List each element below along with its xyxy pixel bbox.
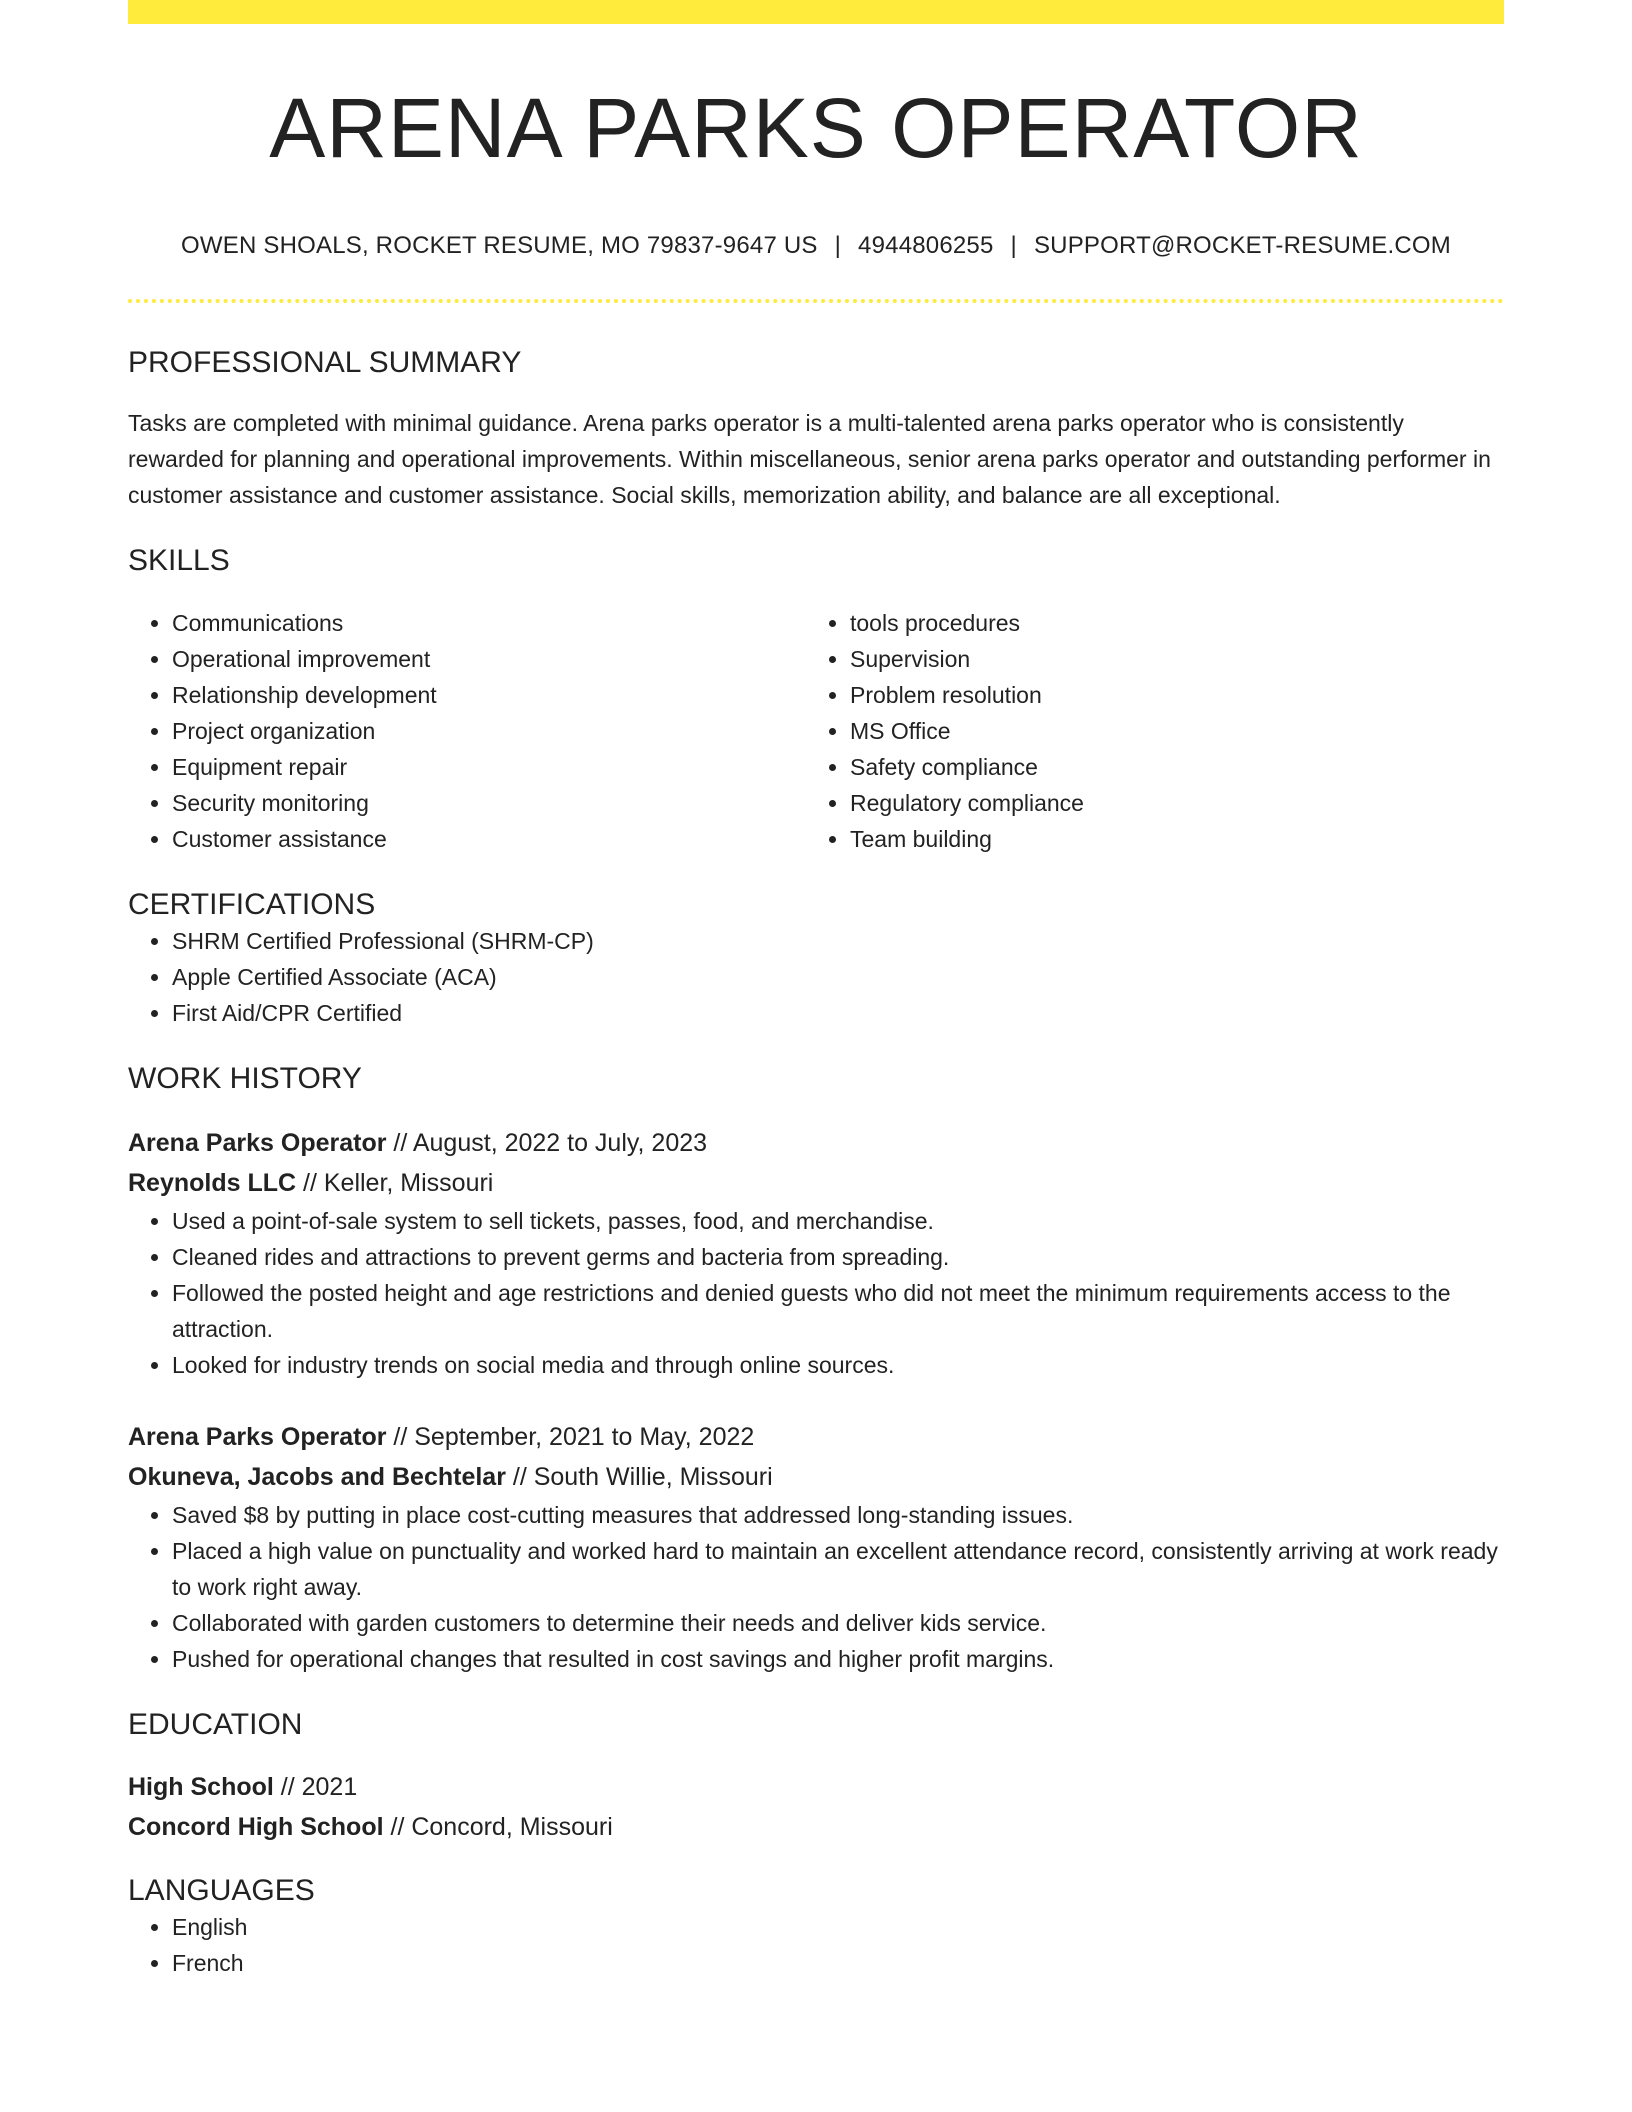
job-bullets [128, 1203, 1504, 1383]
certification-item: • First Aid/CPR Certified [172, 995, 1504, 1031]
accent-top-bar [128, 0, 1504, 24]
skill-item: • Customer assistance [172, 821, 806, 857]
job-bullet: • Placed a high value on punctuality and worked hard to maintain an excellent attendance record, consistently arriving at work ready to work right away. [172, 1533, 1504, 1605]
certification-item: • SHRM Certified Professional (SHRM-CP) [172, 923, 1504, 959]
dotted-divider [128, 299, 1504, 303]
skill-item: • Project organization [172, 713, 806, 749]
education-degree: High School [128, 1773, 274, 1802]
job-title-line [128, 1417, 1504, 1457]
job-company: Okuneva, Jacobs and Bechtelar [128, 1463, 506, 1492]
job-role: Arena Parks Operator [128, 1423, 387, 1452]
job-bullet: • Followed the posted height and age restrictions and denied guests who did not meet the minimum requirements access to the attraction. [172, 1275, 1504, 1347]
skill-item: • Equipment repair [172, 749, 806, 785]
skill-item: • Problem resolution [850, 677, 1484, 713]
skill-item: • Relationship development [172, 677, 806, 713]
skills-list-right [806, 605, 1484, 857]
contact-separator: | [1010, 232, 1017, 260]
job-location: // South Willie, Missouri [505, 1463, 773, 1492]
job-bullet: • Collaborated with garden customers to determine their needs and deliver kids service. [172, 1605, 1504, 1641]
languages-list [128, 1909, 1504, 1981]
job-title-line [128, 1123, 1504, 1163]
skills-column-left [128, 605, 806, 857]
job-company-line [128, 1457, 1504, 1497]
skill-item: • Safety compliance [850, 749, 1484, 785]
job-bullet: • Used a point-of-sale system to sell tickets, passes, food, and merchandise. [172, 1203, 1504, 1239]
certification-item: • Apple Certified Associate (ACA) [172, 959, 1504, 995]
contact-phone: 4944806255 [858, 232, 994, 260]
skill-item: • Communications [172, 605, 806, 641]
job-bullet: • Cleaned rides and attractions to prevent germs and bacteria from spreading. [172, 1239, 1504, 1275]
contact-line [128, 232, 1504, 261]
skills-columns [128, 605, 1504, 857]
summary-heading: PROFESSIONAL SUMMARY [128, 346, 522, 380]
education-location: // Concord, Missouri [383, 1813, 613, 1842]
skill-item: • tools procedures [850, 605, 1484, 641]
contact-address: OWEN SHOALS, ROCKET RESUME, MO 79837-9647 US [181, 232, 818, 260]
language-item: • English [172, 1909, 1504, 1945]
education-degree-line [128, 1767, 1504, 1807]
languages-heading: LANGUAGES [128, 1874, 315, 1908]
skill-item: • Security monitoring [172, 785, 806, 821]
skill-item: • Operational improvement [172, 641, 806, 677]
skill-item: • MS Office [850, 713, 1484, 749]
job-bullet: • Saved $8 by putting in place cost-cutting measures that addressed long-standing issues. [172, 1497, 1504, 1533]
education-year: // 2021 [273, 1773, 358, 1802]
job-company: Reynolds LLC [128, 1169, 297, 1198]
education-school-line [128, 1807, 1504, 1847]
skills-list-left [128, 605, 806, 857]
job-dates: // September, 2021 to May, 2022 [386, 1423, 755, 1452]
skills-heading: SKILLS [128, 544, 230, 578]
education-school: Concord High School [128, 1813, 384, 1842]
job-location: // Keller, Missouri [296, 1169, 494, 1198]
skill-item: • Supervision [850, 641, 1484, 677]
contact-separator: | [834, 232, 842, 260]
language-item: • French [172, 1945, 1504, 1981]
summary-text: Tasks are completed with minimal guidance. Arena parks operator is a multi-talented arena parks operator who is consistently rewarded for planning and operational improvements. Within miscellaneous, senior arena parks operator and outstanding performer in customer assistance and customer assistance. Social skills, memorization ability, and balance are all exceptional. [128, 410, 1491, 509]
skill-item: • Team building [850, 821, 1484, 857]
skill-item: • Regulatory compliance [850, 785, 1484, 821]
job-company-line [128, 1163, 1504, 1203]
contact-email: SUPPORT@ROCKET-RESUME.COM [1033, 232, 1451, 260]
job-bullet: • Looked for industry trends on social media and through online sources. [172, 1347, 1504, 1383]
job-bullet: • Pushed for operational changes that resulted in cost savings and higher profit margins. [172, 1641, 1504, 1677]
certifications-list [128, 923, 1504, 1031]
resume-page [128, 0, 1504, 1981]
resume-title: ARENA PARKS OPERATOR [269, 81, 1363, 175]
job-dates: // August, 2022 to July, 2023 [386, 1129, 708, 1158]
job-role: Arena Parks Operator [128, 1129, 387, 1158]
certifications-heading: CERTIFICATIONS [128, 888, 376, 922]
work-history-heading: WORK HISTORY [128, 1062, 362, 1096]
education-heading: EDUCATION [128, 1708, 303, 1742]
skills-column-right [806, 605, 1484, 857]
job-bullets [128, 1497, 1504, 1677]
